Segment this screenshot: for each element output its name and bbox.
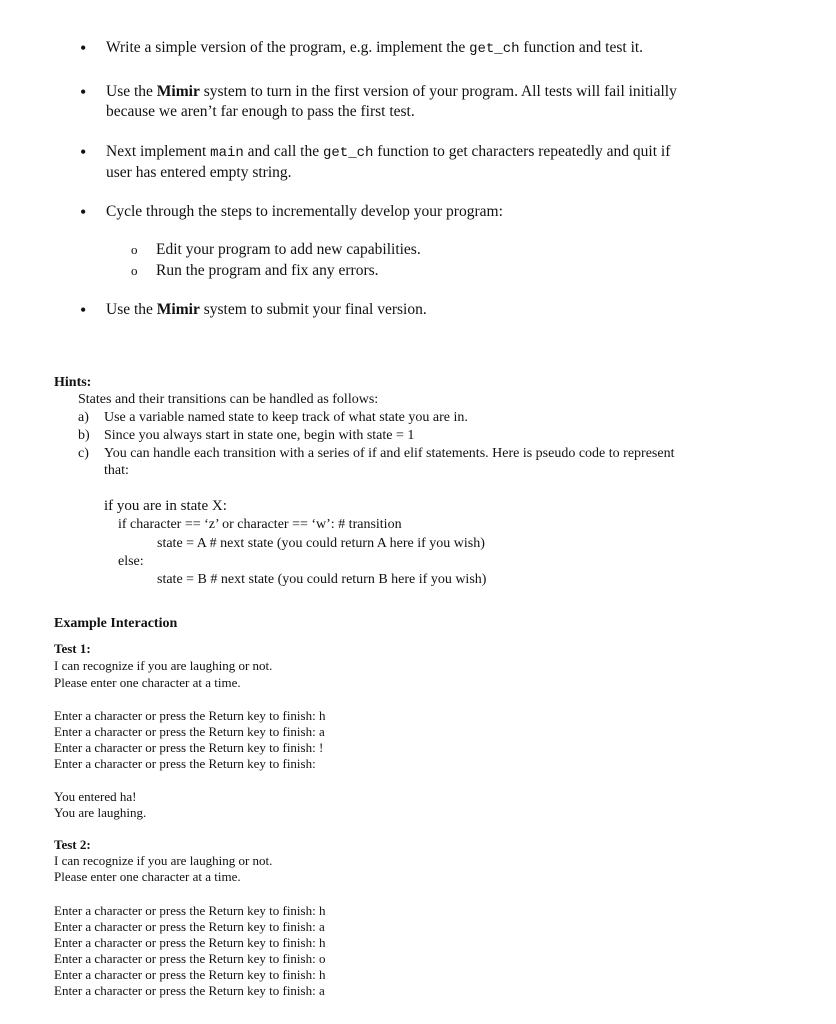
hint-text: Since you always start in state one, begin with state = 1 [104, 428, 415, 443]
output-line: I can recognize if you are laughing or not. [54, 658, 273, 673]
output-line: Please enter one character at a time. [54, 869, 241, 884]
step-text [106, 202, 776, 222]
bullet-icon: • [80, 82, 87, 102]
hints-intro: States and their transitions can be handled as follows: [78, 392, 379, 407]
prompt-line: Enter a character or press the Return key to finish: [54, 756, 316, 771]
prompt-line: Enter a character or press the Return key to finish: a [54, 724, 325, 739]
result-line: You entered ha! [54, 789, 137, 804]
prompt-line: Enter a character or press the Return key to finish: o [54, 951, 326, 966]
substep-text: Edit your program to add new capabilities. [156, 241, 421, 258]
hint-text: You can handle each transition with a series of if and elif statements. Here is pseudo code to represent [104, 446, 675, 461]
prompt-line: Enter a character or press the Return key to finish: h [54, 967, 326, 982]
code-term: main [210, 145, 244, 161]
step-text [106, 38, 776, 59]
prompt-line: Enter a character or press the Return key to finish: a [54, 919, 325, 934]
pseudo-code-line: if you are in state X: [104, 498, 227, 514]
code-term: get_ch [322, 145, 374, 161]
prompt-line: Enter a character or press the Return key to finish: h [54, 935, 326, 950]
pseudo-code-line: state = B # next state (you could return B here if you wish) [157, 572, 487, 587]
circle-bullet-icon: o [131, 242, 138, 257]
prompt-line: Enter a character or press the Return key to finish: h [54, 708, 326, 723]
step-line: Use the Mimir system to turn in the first version of your program. All tests will fail initially [106, 83, 677, 100]
example-heading: Example Interaction [54, 616, 178, 631]
step-line: Write a simple version of the program, e.g. implement the get_ch function and test it. [106, 39, 644, 57]
prompt-line: Enter a character or press the Return key to finish: h [54, 903, 326, 918]
code-term: get_ch [469, 41, 520, 57]
pseudo-code-line: if character == ‘z’ or character == ‘w’: # transition [118, 517, 402, 532]
output-line: I can recognize if you are laughing or not. [54, 853, 273, 868]
hint-text: that: [104, 463, 129, 478]
step-text [106, 300, 776, 320]
result-line: You are laughing. [54, 805, 147, 820]
step-line: Cycle through the steps to incrementally develop your program: [106, 203, 503, 220]
hint-marker: c) [78, 446, 89, 461]
bullet-icon: • [80, 142, 87, 162]
substep-text: Run the program and fix any errors. [156, 262, 379, 279]
test-label: Test 2: [54, 837, 91, 852]
mimir-term: Mimir [156, 301, 200, 318]
step-line: Next implement main and call the get_ch function to get characters repeatedly and quit if [106, 143, 671, 161]
step-line: Use the Mimir system to submit your final version. [106, 301, 427, 318]
bullet-icon: • [80, 202, 87, 222]
hint-text: Use a variable named state to keep track of what state you are in. [104, 410, 468, 425]
circle-bullet-icon: o [131, 263, 138, 278]
test-label: Test 1: [54, 641, 91, 656]
bullet-icon: • [80, 38, 87, 58]
pseudo-code-line: else: [118, 554, 144, 569]
mimir-term: Mimir [156, 83, 200, 100]
hint-marker: b) [78, 428, 90, 443]
step-text [106, 142, 776, 183]
output-line: Please enter one character at a time. [54, 675, 241, 690]
step-line: because we aren’t far enough to pass the first test. [106, 103, 415, 120]
step-text [106, 82, 776, 122]
hint-marker: a) [78, 410, 89, 425]
pseudo-code-line: state = A # next state (you could return A here if you wish) [157, 536, 485, 551]
prompt-line: Enter a character or press the Return key to finish: a [54, 983, 325, 998]
bullet-icon: • [80, 300, 87, 320]
hints-title: Hints: [54, 375, 92, 390]
prompt-line: Enter a character or press the Return key to finish: ! [54, 740, 324, 755]
step-line: user has entered empty string. [106, 164, 292, 181]
